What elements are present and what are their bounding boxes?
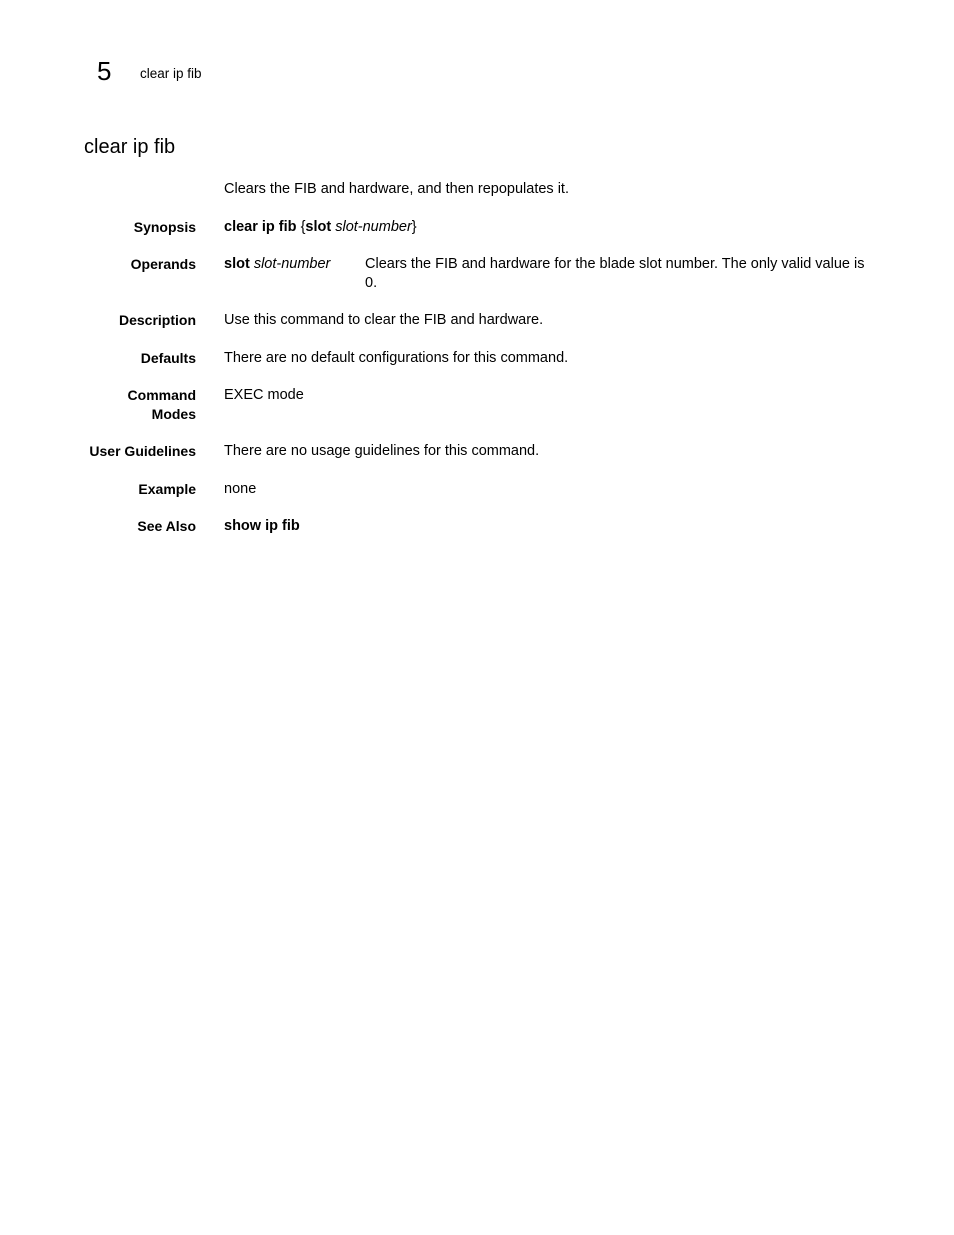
command-modes-text: EXEC mode bbox=[224, 387, 304, 403]
defaults-label: Defaults bbox=[140, 350, 196, 366]
user-guidelines-text: There are no usage guidelines for this command. bbox=[224, 443, 540, 459]
command-modes-label-line2: Modes bbox=[151, 406, 196, 422]
see-also-link[interactable]: show ip fib bbox=[224, 518, 300, 534]
synopsis-command: clear ip fib bbox=[224, 219, 297, 235]
operands-label: Operands bbox=[130, 256, 196, 272]
synopsis-label: Synopsis bbox=[133, 219, 196, 235]
intro-text: Clears the FIB and hardware, and then repopulates it. bbox=[224, 181, 569, 197]
operand-argument: slot-number bbox=[253, 256, 331, 272]
running-header: clear ip fib bbox=[140, 66, 202, 81]
user-guidelines-label: User Guidelines bbox=[89, 443, 196, 459]
command-modes-label bbox=[36, 386, 196, 424]
defaults-text: There are no default configurations for this command. bbox=[224, 350, 569, 366]
command-modes-label-line1: Command bbox=[127, 387, 196, 403]
page-title: clear ip fib bbox=[84, 136, 176, 158]
example-text: none bbox=[224, 481, 257, 497]
synopsis-brace-close: } bbox=[411, 219, 417, 235]
synopsis-brace-open: { bbox=[300, 219, 306, 235]
synopsis-keyword: slot bbox=[305, 219, 332, 235]
operand-keyword: slot bbox=[224, 256, 250, 272]
description-label: Description bbox=[118, 312, 196, 328]
synopsis-argument: slot-number bbox=[335, 219, 412, 235]
chapter-number: 5 bbox=[97, 56, 112, 86]
operand-name bbox=[224, 255, 354, 274]
see-also-content bbox=[224, 517, 874, 536]
operand-description: Clears the FIB and hardware for the blade slot number. The only valid value is 0. bbox=[365, 256, 865, 291]
example-label: Example bbox=[138, 481, 196, 497]
see-also-label: See Also bbox=[137, 518, 196, 534]
synopsis-text bbox=[224, 218, 874, 237]
description-text: Use this command to clear the FIB and hardware. bbox=[224, 312, 544, 328]
